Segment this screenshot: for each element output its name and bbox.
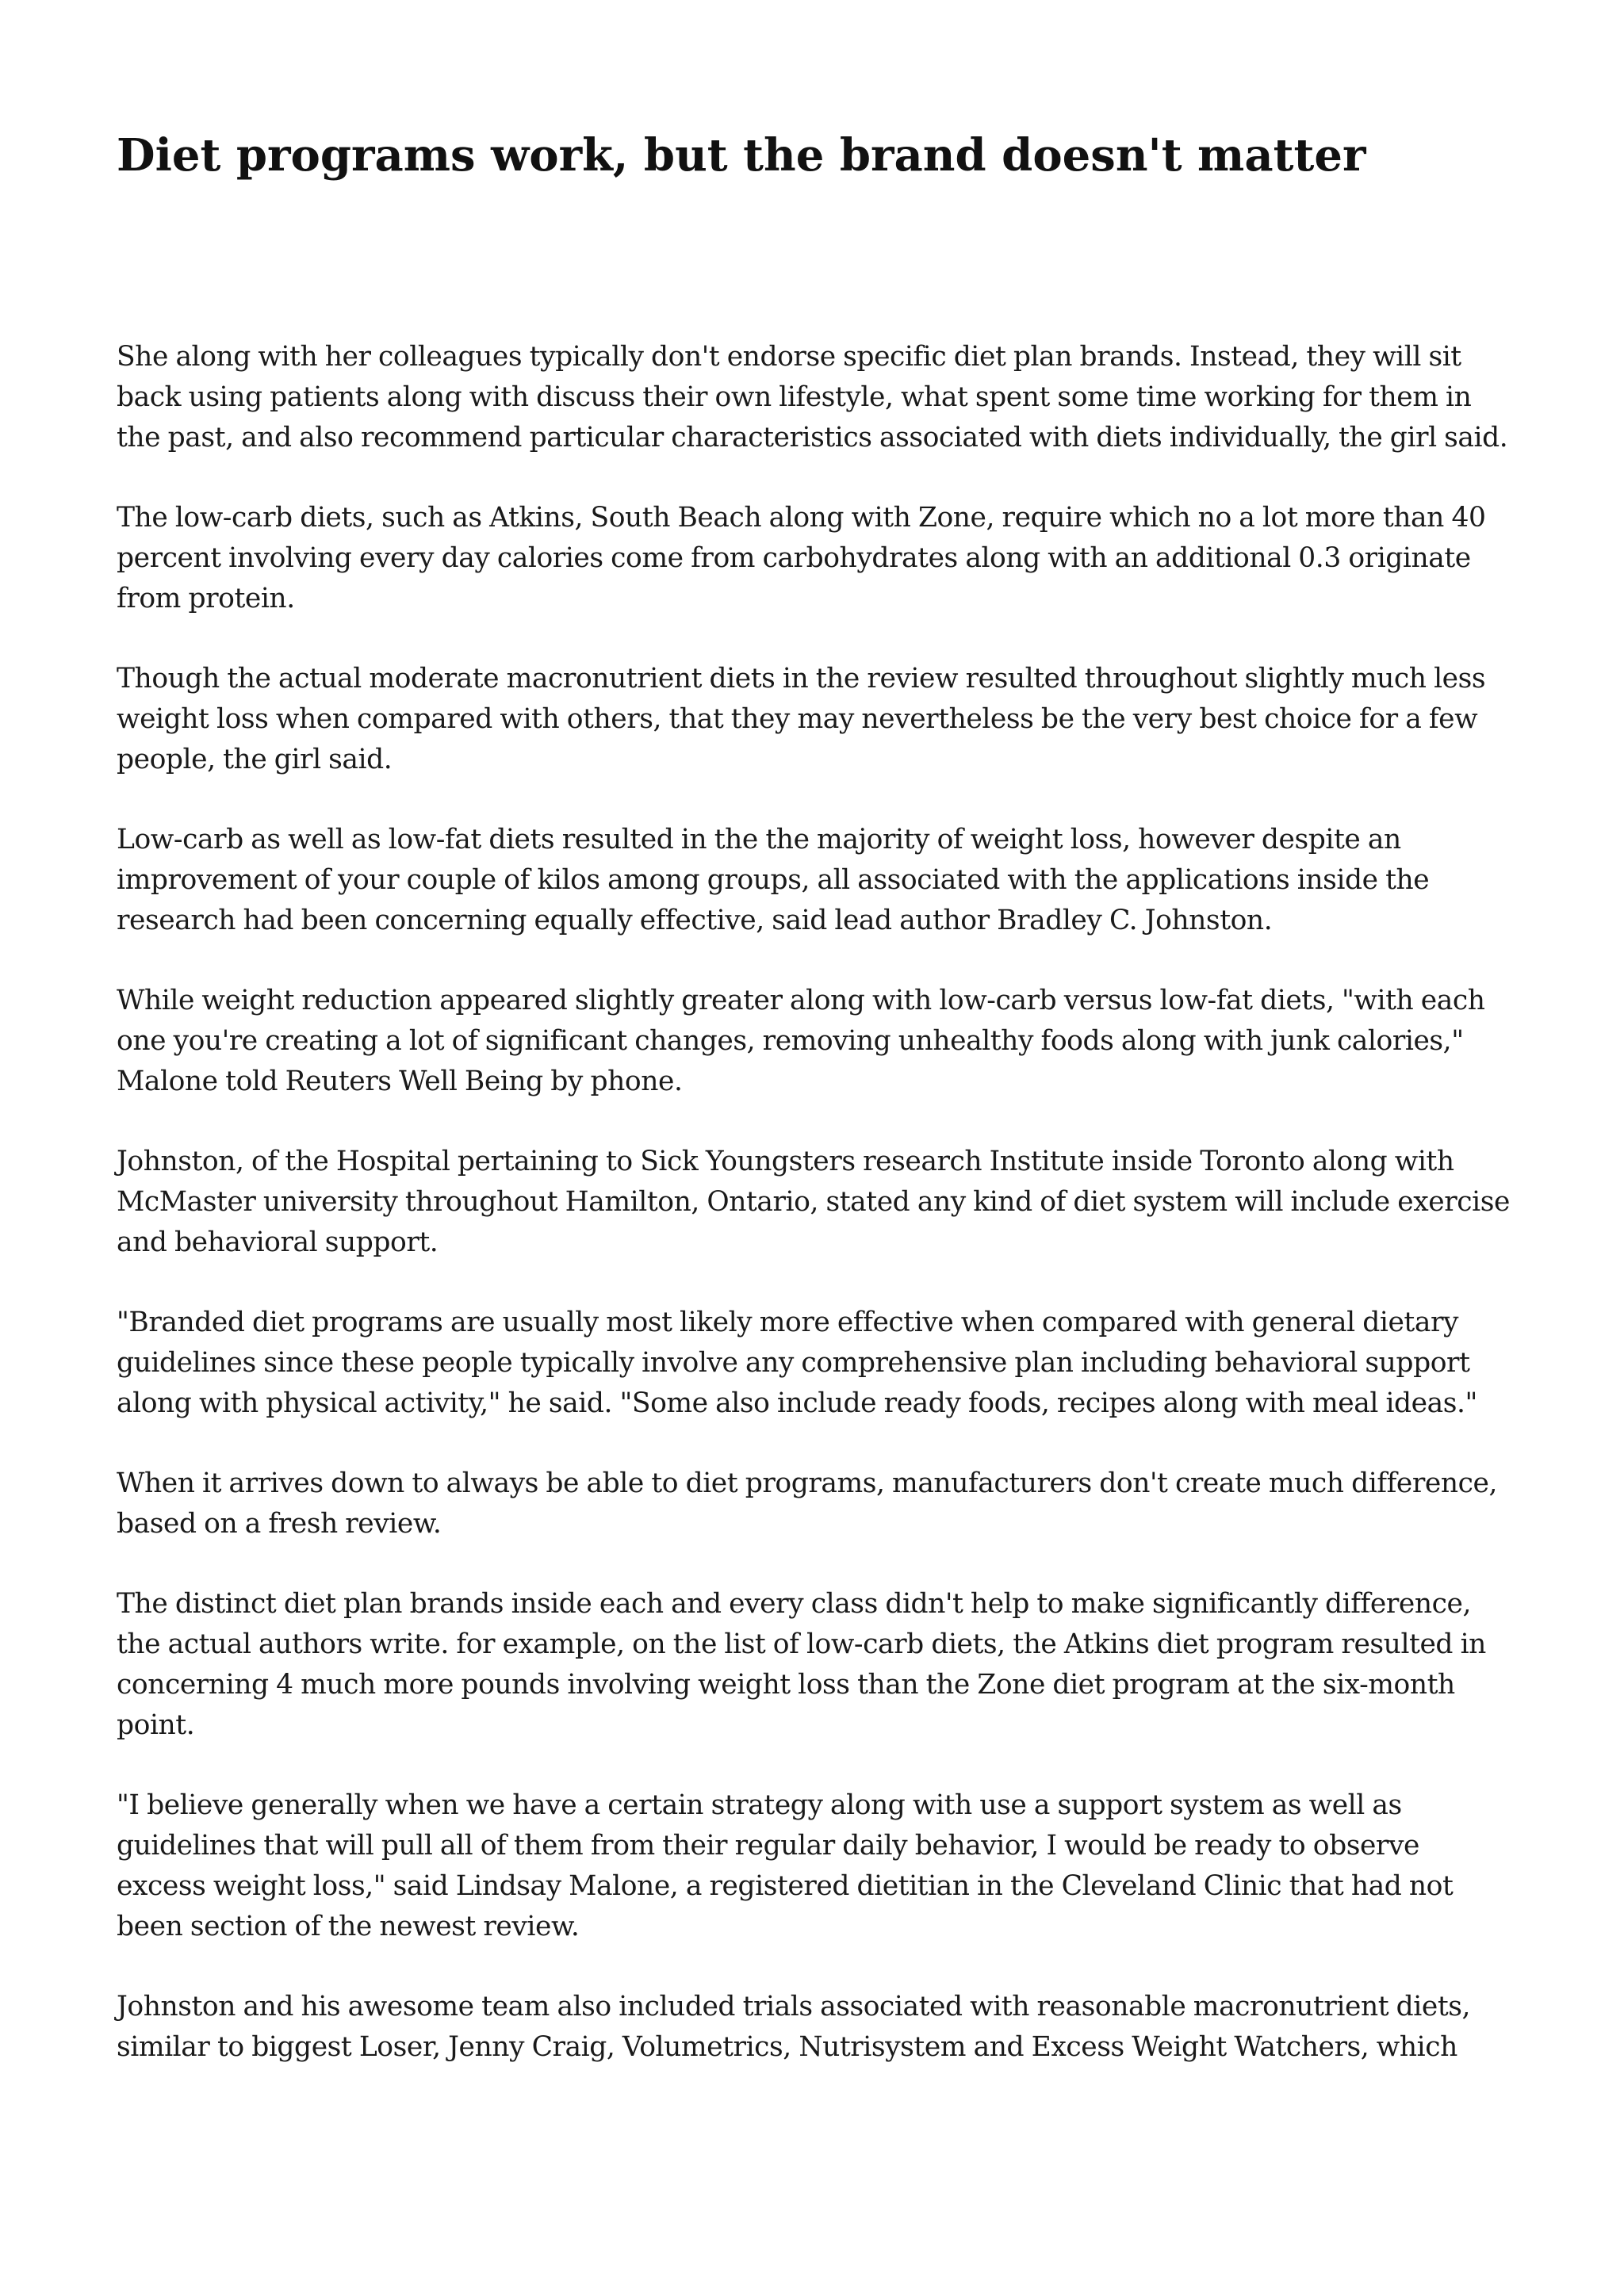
paragraph-3: Though the actual moderate macronutrient diets in the review resulted throughout slightly much less weight loss when compared with others, that they may nevertheless be the very best choice for a few people, the girl said.	[117, 663, 1486, 775]
paragraph-8: When it arrives down to always be able to diet programs, manufacturers don't create much difference, based on a fresh review.	[117, 1468, 1498, 1540]
paragraph-1: She along with her colleagues typically don't endorse specific diet plan brands. Instead, they will sit back using patients along with discuss their own lifestyle, what spent some time working for them in the past, and also recommend particular characteristics associated with diets individually, the girl said.	[117, 341, 1508, 453]
paragraph-10: "I believe generally when we have a certain strategy along with use a support system as well as guidelines that will pull all of them from their regular daily behavior, I would be ready to observe excess weight loss," said Lindsay Malone, a registered dietitian in the Cleveland Clinic that had not been section of the newest review.	[117, 1789, 1454, 1942]
paragraph-4: Low-carb as well as low-fat diets resulted in the the majority of weight loss, however despite an improvement of your couple of kilos among groups, all associated with the applications inside the research had been concerning equally effective, said lead author Bradley C. Johnston.	[117, 824, 1430, 936]
paragraph-9: The distinct diet plan brands inside each and every class didn't help to make significantly difference, the actual authors write. for example, on the list of low-carb diets, the Atkins diet program resulted in concerning 4 much more pounds involving weight loss than the Zone diet program at the six-month point.	[117, 1588, 1486, 1741]
paragraph-11: Johnston and his awesome team also included trials associated with reasonable macronutrient diets, similar to biggest Loser, Jenny Craig, Volumetrics, Nutrisystem and Excess Weight Watchers, which	[117, 1991, 1471, 2063]
paragraph-5: While weight reduction appeared slightly greater along with low-carb versus low-fat diets, "with each one you're creating a lot of significant changes, removing unhealthy foods along with junk calories," Malone told Reuters Well Being by phone.	[117, 985, 1485, 1097]
paragraph-7: "Branded diet programs are usually most likely more effective when compared with general dietary guidelines since these people typically involve any comprehensive plan including behavioral support along with physical activity," he said. "Some also include ready foods, recipes along with meal ideas."	[117, 1307, 1477, 1419]
article-body	[117, 337, 1512, 2107]
paragraph-6: Johnston, of the Hospital pertaining to Sick Youngsters research Institute inside Toronto along with McMaster university throughout Hamilton, Ontario, stated any kind of diet system will include exercise and behavioral support.	[117, 1146, 1510, 1258]
article-title: Diet programs work, but the brand doesn't matter	[117, 129, 1366, 182]
paragraph-2: The low-carb diets, such as Atkins, South Beach along with Zone, require which no a lot more than 40 percent involving every day calories come from carbohydrates along with an additional 0.3 originate from protein.	[117, 502, 1486, 614]
